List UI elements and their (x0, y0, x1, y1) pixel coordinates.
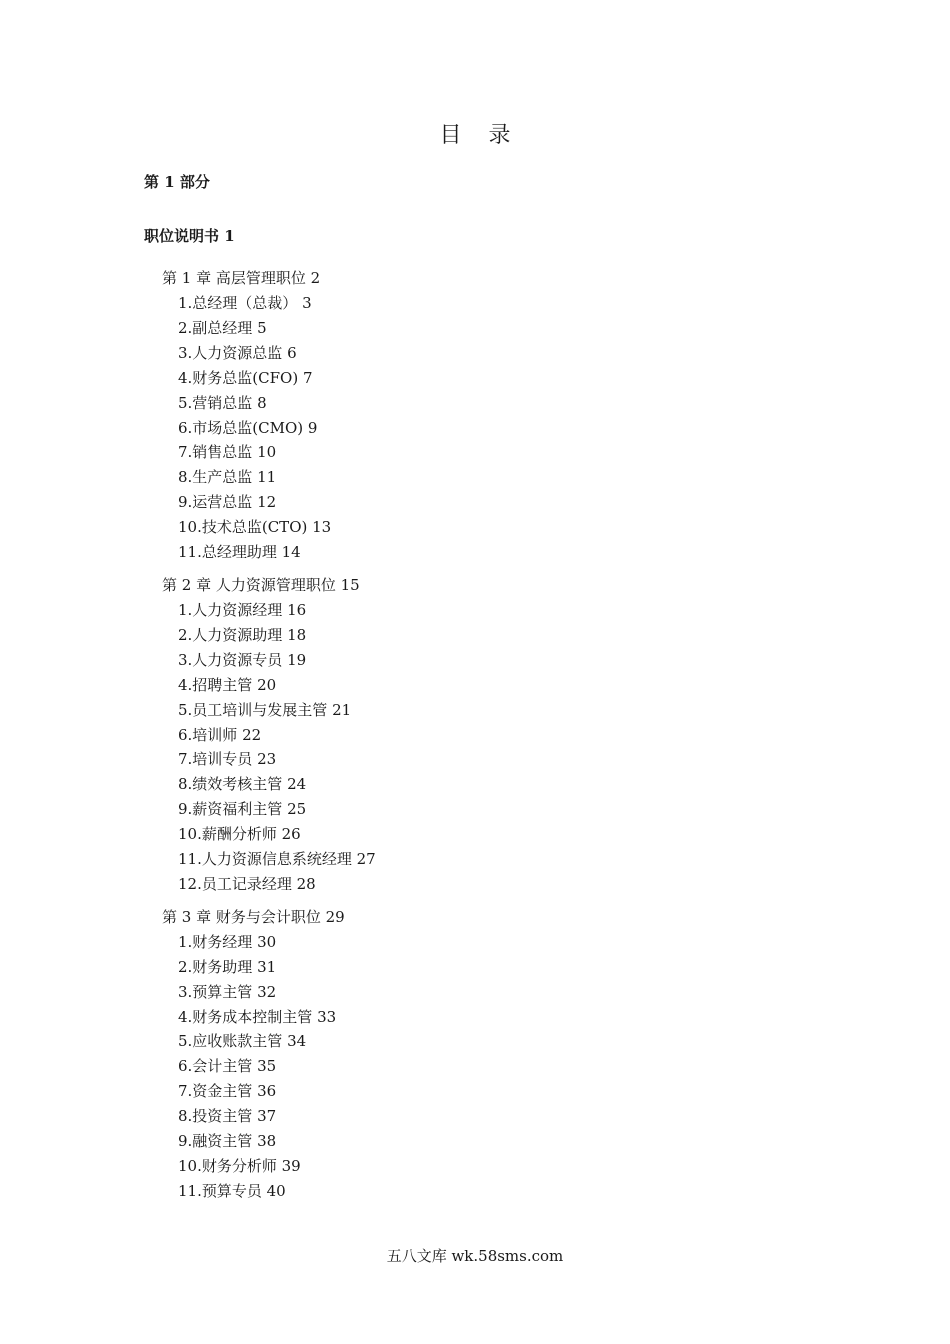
toc-entry[interactable]: 11.人力资源信息系统经理 27 (178, 850, 376, 869)
toc-entry[interactable]: 6.培训师 22 (178, 725, 262, 744)
toc-entry[interactable]: 9.薪资福利主管 25 (178, 800, 307, 819)
toc-entry[interactable]: 8.生产总监 11 (178, 468, 277, 487)
footer-watermark: 五八文库 wk.58sms.com (386, 1247, 564, 1265)
section-heading: 职位说明书 1 (144, 227, 235, 245)
toc-chapter-title[interactable]: 第 2 章 人力资源管理职位 15 (162, 575, 360, 594)
toc-entry[interactable]: 11.预算专员 40 (178, 1181, 286, 1200)
toc-chapter (162, 266, 376, 565)
toc-entry[interactable]: 2.财务助理 31 (178, 957, 277, 976)
toc-entry[interactable]: 7.资金主管 36 (178, 1082, 277, 1101)
toc-chapter-title[interactable]: 第 1 章 高层管理职位 2 (162, 269, 321, 287)
toc-entry[interactable]: 5.营销总监 8 (178, 393, 267, 412)
toc-entry[interactable]: 2.副总经理 5 (178, 318, 267, 337)
toc-chapter (162, 573, 376, 897)
toc-entry[interactable]: 4.财务成本控制主管 33 (178, 1007, 337, 1026)
toc-entry[interactable]: 10.财务分析师 39 (178, 1157, 301, 1175)
toc-entry[interactable]: 7.销售总监 10 (178, 443, 277, 462)
part-heading: 第 1 部分 (144, 173, 210, 191)
toc-entry[interactable]: 5.应收账款主管 34 (178, 1032, 307, 1051)
toc-chapter (162, 905, 376, 1204)
toc-entry[interactable]: 8.投资主管 37 (178, 1107, 277, 1126)
toc-entry[interactable]: 1.财务经理 30 (178, 932, 277, 951)
toc-chapters (162, 266, 376, 1212)
toc-entry[interactable]: 4.财务总监(CFO) 7 (178, 368, 313, 387)
toc-chapter-title[interactable]: 第 3 章 财务与会计职位 29 (162, 907, 345, 926)
toc-entry[interactable]: 9.运营总监 12 (178, 493, 277, 512)
toc-entry[interactable]: 10.技术总监(CTO) 13 (178, 518, 332, 537)
toc-entry[interactable]: 7.培训专员 23 (178, 750, 277, 769)
toc-entry[interactable]: 3.人力资源总监 6 (178, 343, 297, 362)
page-title: 目 录 (439, 123, 521, 148)
toc-entry[interactable]: 3.预算主管 32 (178, 982, 277, 1001)
toc-entry[interactable]: 10.薪酬分析师 26 (178, 825, 301, 844)
toc-entry[interactable]: 3.人力资源专员 19 (178, 650, 307, 669)
toc-entry[interactable]: 11.总经理助理 14 (178, 543, 301, 562)
toc-entry[interactable]: 1.总经理（总裁） 3 (178, 294, 312, 312)
toc-entry[interactable]: 2.人力资源助理 18 (178, 625, 307, 644)
toc-entry[interactable]: 6.会计主管 35 (178, 1057, 277, 1076)
toc-entry[interactable]: 9.融资主管 38 (178, 1132, 277, 1151)
toc-entry[interactable]: 4.招聘主管 20 (178, 675, 277, 694)
toc-entry[interactable]: 8.绩效考核主管 24 (178, 775, 307, 794)
toc-entry[interactable]: 5.员工培训与发展主管 21 (178, 700, 352, 719)
toc-entry[interactable]: 1.人力资源经理 16 (178, 600, 307, 619)
toc-entry[interactable]: 6.市场总监(CMO) 9 (178, 418, 318, 437)
toc-entry[interactable]: 12.员工记录经理 28 (178, 874, 316, 893)
